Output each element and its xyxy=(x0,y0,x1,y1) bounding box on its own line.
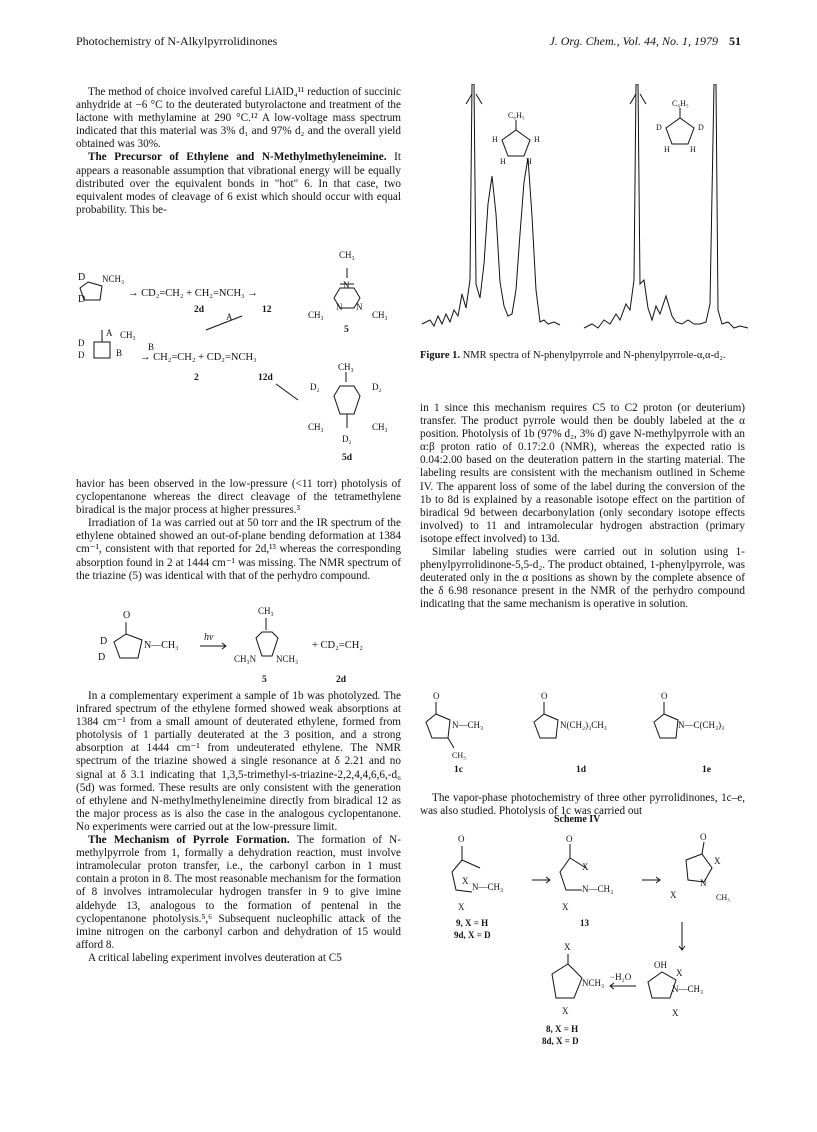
compound-label: 1c xyxy=(454,765,463,774)
h-label: H xyxy=(534,135,540,144)
x-label: X xyxy=(562,1006,569,1016)
arrow xyxy=(276,384,298,400)
n-methyl-label: N—CH₃ xyxy=(472,882,504,892)
path-label-b: B xyxy=(148,342,155,352)
pyrrole-d2-inset-structure xyxy=(666,108,694,144)
figure-caption-text: NMR spectra of N-phenylpyrrole and N-phenylpyrrole-α,α-d₂. xyxy=(462,350,726,361)
oxygen-label: O xyxy=(661,691,668,701)
methyl-label: CH₃ xyxy=(372,422,388,432)
x-label: X xyxy=(672,1008,679,1018)
atom-label: D xyxy=(100,636,108,647)
page-number: 51 xyxy=(729,34,741,48)
compound-label: 9d, X = D xyxy=(454,930,491,940)
x-label: X xyxy=(670,890,677,900)
n-methyl-label: NCH₃ xyxy=(582,978,605,988)
running-header-title: Photochemistry of N-Alkylpyrrolidinones xyxy=(76,34,278,48)
methyl-label: CH₃ xyxy=(716,893,730,902)
atom-label: D₂ xyxy=(310,382,320,392)
n-substituent-label: N(CH₂)₃CH₃ xyxy=(560,720,607,730)
paragraph: havior has been observed in the low-pressure (<11 torr) photolysis of cyclopentanone whereas the direct cleavage of the tetramethylene biradical is the major process at higher pressures.³ xyxy=(76,478,401,517)
section-heading: The Precursor of Ethylene and N-Methylmethyleneimine. xyxy=(88,151,387,164)
methyl-label: CH₃ xyxy=(258,606,274,616)
compound-label: 1e xyxy=(702,765,711,774)
atom-label: D₂ xyxy=(372,382,382,392)
methyl-label: CH₃ xyxy=(338,362,354,372)
atom-label: N xyxy=(356,302,363,312)
nmr-trace-perhydro xyxy=(422,84,560,326)
paragraph: A critical labeling experiment involves deuteration at C5 xyxy=(88,951,342,964)
pyrrolidinone-1c-structure xyxy=(426,702,454,748)
left-column-middle xyxy=(76,478,401,583)
paragraph-text: The formation of N-methylpyrrole from 1, formally a dehydration reaction, must involve intramolecular proton transfer, i.e., the carbonyl carbon in 1 must contain a proton in 8. The most reasonable mechanism for the formation of 8 involves intramolecular hydrogen transfer in 9 to give imine aldehyde 13, analogous to the formation of pentenal in the cyclopentanone photolysis.⁵,⁶ Subsequent nucleophilic attack of the imine nitrogen on the carbonyl carbon and dehydration of 15 would afford 8. xyxy=(76,834,401,951)
x-label: X xyxy=(714,856,721,866)
reaction-scheme-middle xyxy=(76,604,401,690)
atom-label: D xyxy=(98,652,106,663)
n-substituent-label: N—CH₃ xyxy=(452,720,484,730)
compound-label: 8, X = H xyxy=(546,1024,579,1034)
x-label: X xyxy=(562,902,569,912)
atom-label: D xyxy=(78,294,86,305)
atom-label: N xyxy=(700,878,707,888)
paragraph: The method of choice involved careful LiAlD₄¹¹ reduction of succinic anhydride at −6 °C to the deuterated butyrolactone and treatment of the lactone with methylamine at 290 °C.¹² A low-voltage mass spectrum indicated that this material was 3% d₁ and 97% d₂ and the overall yield obtained was 30%. xyxy=(76,86,401,151)
compound-label: 5 xyxy=(262,675,267,685)
n-methyl-label: N—CH₃ xyxy=(582,884,614,894)
compound-label: 9, X = H xyxy=(456,918,489,928)
x-label: X xyxy=(564,942,571,952)
scheme-title: Scheme IV xyxy=(554,814,601,825)
pyrrolidinones-figure xyxy=(420,690,750,774)
running-header-journal xyxy=(549,34,741,49)
atom-label: D xyxy=(78,350,85,360)
n-substituent-label: N—C(CH₃)₃ xyxy=(678,720,725,730)
left-column-bottom xyxy=(76,690,401,965)
ch3n-label: CH₃N xyxy=(234,654,257,664)
scheme-iv xyxy=(436,810,756,1066)
right-column-top xyxy=(420,402,745,612)
x-label: X xyxy=(676,968,683,978)
compound-label: 1d xyxy=(576,765,587,774)
journal-citation: J. Org. Chem., Vol. 44, No. 1, 1979 xyxy=(549,34,718,48)
oh-label: OH xyxy=(654,960,667,970)
methyl-label: CH₃ xyxy=(339,250,355,260)
paragraph: in 1 since this mechanism requires C5 to C2 proton (or deuterium) transfer. The product pyrrole would then be doubly labeled at the α position. Photolysis of 1b (97% d₂, 3% d) gave N-methylpyrrole with an α:β proton ratio of 0.17:2.0 (NMR), whereas the expected ratio is 0.04:2.00 based on the deuteration pattern in the starting material. The labeling results are consistent with the mechanism outlined in Scheme IV. The apparent loss of some of the label during the conversion of the 1b to 8d is explained by a reasonable isotope effect on the partition of biradical 9d between decarbonylation (only secondary isotope effects involved) to 11 and intramolecular hydrogen abstraction (primary isotope effect involved) to 13d. xyxy=(420,402,745,545)
oxygen-label: O xyxy=(458,834,465,844)
hv-label: hν xyxy=(204,632,214,643)
pyrrole-8-structure xyxy=(552,954,582,998)
h-label: H xyxy=(690,145,696,154)
atom-label: D xyxy=(656,123,662,132)
methyl-label: CH₃ xyxy=(308,422,324,432)
paragraph: Similar labeling studies were carried out in solution using 1-phenylpyrrolidinone-5,5-d₂. The product obtained, 1-phenylpyrrole, was deuterated only in the α positions as shown by the complete absence of the δ 6.98 resonance present in the NMR of the perhydro compound indicating that the same mechanism is operative in solution. xyxy=(420,546,745,611)
atom-label: N xyxy=(336,302,343,312)
reaction-products: → CH₂=CH₂ + CD₂=NCH₃ xyxy=(140,352,257,363)
pyrrole-inset-structure xyxy=(502,120,530,156)
n-methyl-label: N—CH₃ xyxy=(672,984,704,994)
compound-label: 2 xyxy=(194,373,199,383)
paragraph: In a complementary experiment a sample of 1b was photolyzed. The infrared spectrum of the ethylene formed showed weak absorptions at 1384 cm⁻¹ from a small amount of deuterated ethylene, formed from photolysis of 1 partially deuterated at the 3 position, and a strong absorption at 1444 cm⁻¹ from undeuterated ethylene. The NMR spectrum of the triazine showed a single resonance at δ 2.21 and no signal at δ 3.1 indicating that 1,3,5-trimethyl-s-triazine-2,2,4,4,6,6,-d₆ (5d) was formed. These results are only consistent with the generation of ethylene and N-methylmethyleneimine directly from biradical 12 as the major process as is also the case in the analogous cyclopentanone. No experiments were carried out at the low-pressure limit. xyxy=(76,690,401,833)
compound-label: 5 xyxy=(344,325,349,335)
methyl-label: CH₃ xyxy=(372,310,388,320)
oxygen-label: O xyxy=(433,691,440,701)
section-heading: The Mechanism of Pyrrole Formation. xyxy=(88,834,290,847)
oxygen-label: O xyxy=(566,834,573,844)
reagent-label: NCH₃ xyxy=(102,274,125,284)
path-label-a: A xyxy=(106,328,113,338)
paragraph-text: It appears a reasonable assumption that vibrational energy will be equally distributed over the equivalent bonds in "hot" 6. In that case, two equivalent modes of cleavage of 6 exist which should occur with equal probability. This be- xyxy=(76,151,401,216)
methyl-label: CH₃ xyxy=(120,330,136,340)
methyl-label: CH₃ xyxy=(308,310,324,320)
phenyl-label: C₆H₅ xyxy=(672,99,689,108)
h-label: H xyxy=(492,135,498,144)
x-label: X xyxy=(582,862,589,872)
atom-label: D xyxy=(698,123,704,132)
x-label: X xyxy=(458,902,465,912)
cyclized-intermediate-structure xyxy=(686,842,712,882)
path-label-b: B xyxy=(116,348,123,358)
pyrrolidinone-1e-structure xyxy=(654,702,678,738)
triazine-d6-structure xyxy=(334,372,360,428)
nmr-spectra-figure xyxy=(420,84,750,346)
h-label: H xyxy=(526,157,532,166)
compound-label: 5d xyxy=(342,453,353,463)
figure-caption-label: Figure 1. xyxy=(420,350,461,361)
atom-label: D xyxy=(78,272,86,283)
arrow-a xyxy=(206,316,242,330)
paragraph: The vapor-phase photochemistry of three other pyrrolidinones, 1c–e, was also studied. Photolysis of 1c was carried out xyxy=(420,792,745,818)
h-label: H xyxy=(500,157,506,166)
compound-label: 2d xyxy=(194,305,205,315)
paragraph xyxy=(76,151,401,216)
dehydration-label: −H₂O xyxy=(610,972,632,982)
nch3-label: NCH₃ xyxy=(276,654,299,664)
atom-label: N xyxy=(343,280,350,290)
compound-label: 2d xyxy=(336,675,347,685)
pyrrolidinone-d2-structure xyxy=(114,622,142,658)
h-label: H xyxy=(664,145,670,154)
oxygen-label: O xyxy=(541,691,548,701)
reaction-scheme-top xyxy=(76,246,401,474)
compound-label: 8d, X = D xyxy=(542,1036,579,1046)
pyrrolidinone-1d-structure xyxy=(534,702,558,738)
x-label: X xyxy=(462,876,469,886)
oxygen-label: O xyxy=(123,610,131,621)
paragraph: Irradiation of 1a was carried out at 50 torr and the IR spectrum of the ethylene obtained showed an out-of-plane bending deformation at 1384 cm⁻¹, consistent with that reported for 2d,¹³ whereas the corresponding absorption found in 2 at 1444 cm⁻¹ was missing. The NMR spectrum of the triazine (5) was identical with that of the perhydro compound. xyxy=(76,517,401,582)
nmr-trace-deuterated xyxy=(584,84,748,328)
left-column-top xyxy=(76,86,401,217)
atom-label: D xyxy=(78,338,85,348)
figure-caption xyxy=(420,350,750,363)
path-label-a: A xyxy=(226,312,233,322)
reaction-products: → CD₂=CH₂ + CH₂=NCH₃ → xyxy=(128,288,258,299)
methyl-label: CH₃ xyxy=(452,751,466,760)
phenyl-label: C₆H₅ xyxy=(508,111,525,120)
compound-label: 13 xyxy=(580,918,589,928)
compound-label: 12d xyxy=(258,373,273,383)
triazine-structure xyxy=(256,618,278,656)
atom-label: D₂ xyxy=(342,434,352,444)
oxygen-label: O xyxy=(700,832,707,842)
compound-label: 12 xyxy=(262,305,272,315)
reaction-products: + CD₂=CH₂ xyxy=(312,640,363,651)
n-methyl-label: N—CH₃ xyxy=(144,640,179,651)
paragraph xyxy=(76,834,401,952)
